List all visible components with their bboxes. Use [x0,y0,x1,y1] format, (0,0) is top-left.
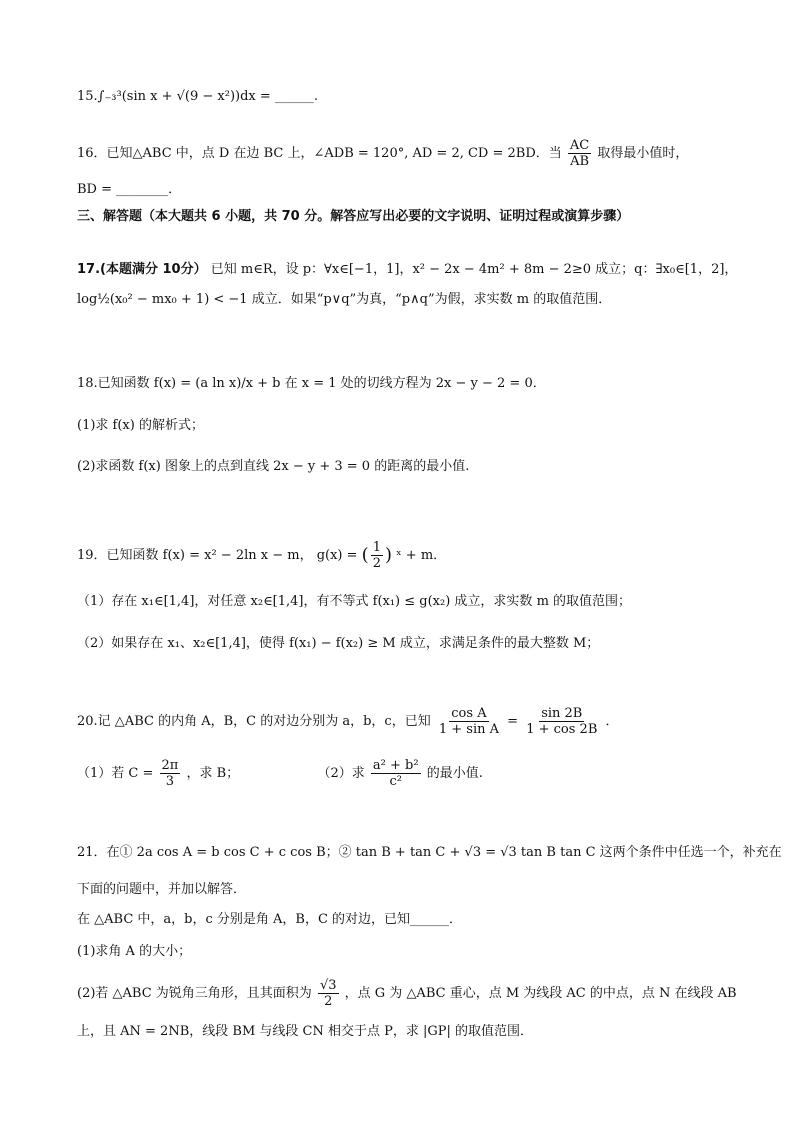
fraction-numerator: sin 2B [541,706,583,721]
question-17-label: 17.(本题满分 10分） [77,262,207,277]
question-19-fraction [371,540,383,571]
question-17-text: 已知 m∈R，设 p：∀x∈[−1，1]，x² − 2x − 4m² + 8m − 2≥0 成立；q：∃x₀∈[1，2]， [210,262,738,277]
question-19: 19．已知函数 f(x) = x² − 2ln x − m， g(x) = ( $\frac{1}{2}$ ) ˣ + m． [77,540,447,571]
fraction-denominator: AB [570,154,590,169]
fraction-denominator: 2 [324,994,333,1009]
fraction-numerator: 1 [372,540,381,555]
fraction-numerator: cos A [451,706,487,721]
question-20-part-2-fraction [371,758,421,789]
question-20 [77,706,753,737]
question-20-part-2-suffix: 的最小值. [426,766,483,781]
fraction-denominator: c² [389,774,402,789]
question-21-part-2-suffix: ，点 G 为 △ABC 重心，点 M 为线段 AC 的中点，点 N 在线段 AB [344,986,737,1001]
question-21-part-2-fraction [318,978,339,1009]
question-18-part-1: (1)求 f(x) 的解析式； [77,418,204,433]
question-16-fraction [568,138,591,169]
question-17-line-2: log½(x₀² − mx₀ + 1) < −1 成立．如果“p∨q”为真，“p∧q”为假，求实数 m 的取值范围． [77,292,612,307]
question-16-text: 16．已知△ABC 中，点 D 在边 BC 上，∠ADB = 120°, AD = 2, CD = 2BD．当 [77,146,562,161]
fraction-denominator: 1 + cos 2B [526,722,598,737]
question-19-part-1: （1）存在 x₁∈[1,4]，对任意 x₂∈[1,4]，有不等式 f(x₁) ≤ g(x₂) 成立，求实数 m 的取值范围； [77,594,632,609]
equals-sign: = [507,714,519,729]
question-21-line-2: 下面的问题中，并加以解答． [77,882,247,897]
fraction-denominator: 2 [372,556,381,571]
question-21-part-2-line-2: 上，且 AN = 2NB，线段 BM 与线段 CN 相交于点 P，求 |GP| 的取值范围． [77,1024,534,1039]
question-21-line-3: 在 △ABC 中，a，b，c 分别是角 A，B，C 的对边，已知______． [77,912,463,927]
question-16 [77,138,753,169]
question-15: 15.∫₋₃³(sin x + √(9 − x²))dx = ______. [77,89,319,104]
fraction-numerator: a² + b² [372,758,419,773]
question-18-part-2: (2)求函数 f(x) 图象上的点到直线 2x − y + 3 = 0 的距离的最小值. [77,459,470,474]
question-20-part-1-fraction [160,758,181,789]
fraction-denominator: 1 + sin A [438,722,500,737]
question-20-text: 20.记 △ABC 的内角 A，B，C 的对边分别为 a，b，c，已知 [77,714,431,729]
fraction-numerator: 2π [161,758,179,773]
question-20-text-suffix: ． [605,714,619,729]
question-21-part-1: (1)求角 A 的大小； [77,944,192,959]
fraction-denominator: 3 [165,774,175,789]
question-16-answer-line: BD = ________． [77,182,182,197]
question-16-text-suffix: 取得最小值时， [597,146,689,161]
fraction-numerator: AC [569,138,590,153]
section-3-heading: 三、解答题（本大题共 6 小题，共 70 分。解答应写出必要的文字说明、证明过程或演算步骤） [77,209,630,224]
question-20-part-1-suffix: ，求 B； [186,766,240,781]
question-20-part-1-text: （1）若 C = [77,766,154,781]
question-19-part-2: （2）如果存在 x₁、x₂∈[1,4]，使得 f(x₁) − f(x₂) ≥ M 成立，求满足条件的最大整数 M； [77,636,600,651]
question-18: 18.已知函数 f(x) = (a ln x)/x + b 在 x = 1 处的切线方程为 2x − y − 2 = 0． [77,376,546,391]
question-20-part-2-text: （2）求 [317,766,365,781]
question-21-part-2 [77,978,753,1009]
fraction-numerator: √3 [319,978,337,993]
question-20-fraction-1 [437,706,501,737]
question-21: 21．在① 2a cos A = b cos C + c cos B；② tan B + tan C + √3 = √3 tan B tan C 这两个条件中任选一个，补充在 [77,845,782,860]
question-17 [77,260,753,280]
question-19-text-suffix: ˣ + m． [396,548,447,563]
question-19-text: 19．已知函数 f(x) = x² − 2ln x − m， g(x) = [77,548,358,563]
question-20-fraction-2 [524,706,599,737]
question-20-parts [77,758,753,789]
question-21-part-2-text: (2)若 △ABC 为锐角三角形，且其面积为 [77,986,312,1001]
